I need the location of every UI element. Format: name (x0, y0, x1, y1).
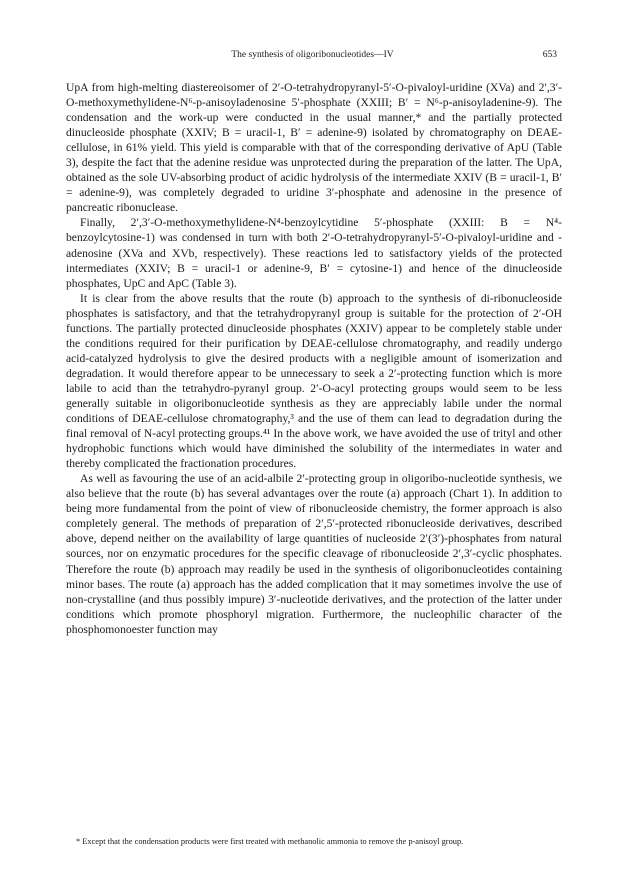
paragraph-3: It is clear from the above results that the route (b) approach to the synthesis of di-ribonucleoside phosphates is satisfactory, and that the tetrahydropyranyl group is suitable for the protection of 2′-OH functions. The partially protected dinucleoside phosphates (XXIV) appear to be completely stable under the conditions required for their purification by DEAE-cellulose chromatography, and readily undergo acid-catalyzed hydrolysis to give the desired products with a negligible amount of isomerization and degradation. It would therefore appear to be unnecessary to seek a 2′-protecting function which is more labile to acid than the tetrahydro-pyranyl group. 2′-O-acyl protecting groups would seem to be less generally suitable in oligoribonucleotide synthesis as they are appreciably labile under the normal conditions of DEAE-cellulose chromatography,³ and the use of them can lead to degradation during the final removal of N-acyl protecting groups.⁴¹ In the above work, we have avoided the use of trityl and other hydrophobic functions which would have diminished the solubility of the intermediates in water and thereby complicated the fractionation procedures. (66, 291, 562, 471)
page-header (0, 50, 625, 64)
paragraph-2: Finally, 2′,3′-O-methoxymethylidene-N⁴-benzoylcytidine 5′-phosphate (XXIII: B = N⁴-benzoylcytosine-1) was condensed in turn with both 2′-O-tetrahydropyranyl-5′-O-pivaloyl-uridine and -adenosine (XVa and XVb, respectively). These reactions led to satisfactory yields of the protected intermediates (XXIV; B = uracil-1 or adenine-9, B′ = cytosine-1) and hence of the dinucleoside phosphates, UpC and ApC (Table 3). (66, 216, 562, 290)
body-text (66, 80, 562, 637)
running-head: The synthesis of oligoribonucleotides—IV (231, 50, 394, 60)
footnote-text: * Except that the condensation products were first treated with methanolic ammonia to remove the p-anisoyl group. (76, 837, 464, 846)
paragraph-1: UpA from high-melting diastereoisomer of 2′-O-tetrahydropyranyl-5′-O-pivaloyl-uridine (XVa) and 2′,3′-O-methoxymethylidene-N⁶-p-anisoyladenosine 5′-phosphate (XXIII; B′ = N⁶-p-anisoyladenine-9). The condensation and the work-up were conducted in the usual manner,* and the partially protected dinucleoside phosphate (XXIV; B = uracil-1, B′ = adenine-9) isolated by chromatography on DEAE-cellulose, in 61% yield. This yield is comparable with that of the corresponding derivative of ApU (Table 3), despite the fact that the adenine residue was unprotected during the preparation of the latter. The UpA, obtained as the sole UV-absorbing product of acidic hydrolysis of the intermediate XXIV (B = uracil-1, B′ = adenine-9), was completely degraded to uridine 3′-phosphate and adenosine in the presence of pancreatic ribonuclease. (66, 81, 562, 215)
page-number: 653 (542, 50, 557, 60)
paragraph-4: As well as favouring the use of an acid-albile 2′-protecting group in oligoribo-nucleotide synthesis, we also believe that the route (b) has several advantages over the route (a) approach (Chart 1). In addition to being more fundamental from the point of view of ribonucleoside chemistry, the former approach is also completely general. The methods of preparation of 2′,5′-protected ribonucleoside derivatives, described above, depend neither on the availability of large quantities of nucleoside 2′(3′)-phosphates from natural sources, nor on enzymatic procedures for the specific cleavage of ribonucleoside 2′,3′-cyclic phosphates. Therefore the route (b) approach may readily be used in the synthesis of oligoribonucleotides containing minor bases. The route (a) approach has the added complication that it may sometimes involve the use of non-crystalline (and thus possibly impure) 3′-nucleotide derivatives, and the protection of the latter under conditions which promote phosphoryl migration. Furthermore, the nucleophilic character of the phosphomonoester function may (66, 472, 562, 636)
footnote (66, 836, 562, 847)
